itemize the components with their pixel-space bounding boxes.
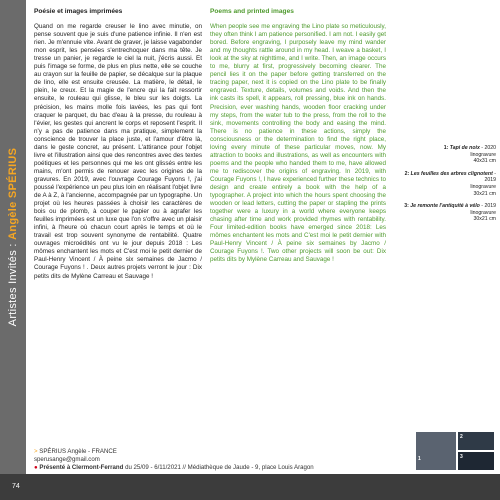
thumbnail-number: 2 xyxy=(460,434,463,440)
caption-number: 2: xyxy=(404,170,410,177)
french-title: Poésie et images imprimées xyxy=(34,8,123,15)
sidebar-label: Artistes Invités : xyxy=(7,239,19,327)
bullet-icon: ● xyxy=(34,464,38,471)
english-body: When people see me engraving the Lino plate so meticulously, they often think I am patience personified. I am not. I easily get bored. Before engraving, I purposely leave my mind wander and my thoughts rattle around in my head. I weave a basket, I look at the sky at nighttime, and I write. Then, an image occurs to me, blurry at first, progressively becoming clearer. The pencil lies it on the paper before getting transferred on the tracing paper, next it is copied on the Lino plate to be finally engraved. Texture, details, volumes and voids. And then the ink casts its spell, it appears, roll pressing, blue ink on hands. Precision, ever washing hands, wooden floor cracking under my steps, from the water tub to the press, from the roll to the sink, movements controlling the body and easing the mind. There is no patience in these actions, simply the consciousness or the determination to find the right place, loving every minute of these particular moves, now. My attraction to books and illustrations, as well as encounters with poems and the people who handed them to me, have allowed me to rediscover the origins of engraving. In 2019, with Courage Fuyons !, I have experienced further these technics to design and create entirely a book with the help of a typographer. A project into which the hours spent choosing the wooden or lead letters, cutting the paper or stapling the prints together were a luxury in a world where everyone keeps chasing after time and work provided rhymes with rentability. Four limited-edition books have emerged since 2018: Les mômes enchantent les mots and C'est moi le petit dernier with Paul-Henry Vincent / À peine six semaines by Jacmo / Courage Fuyons !. Two other projects will soon be out: Dix petits dits by Mylène Carreau and Sauvage ! xyxy=(210,23,386,264)
sidebar-title xyxy=(7,148,19,327)
caption-size: 30x21 cm xyxy=(473,216,496,223)
caption-year: - 2019 xyxy=(484,170,496,184)
caption-size: 30x21 cm xyxy=(473,190,496,197)
caption-2 xyxy=(392,171,496,197)
footer-presented: Présenté à Clermont-Ferrand xyxy=(39,464,124,471)
caption-number: 1: xyxy=(443,145,449,151)
caption-year: - 2019 xyxy=(479,203,496,210)
thumbnail-1 xyxy=(416,432,456,470)
caption-title: Tapi de noix xyxy=(449,145,480,151)
caption-size: 40x31 cm xyxy=(473,158,496,165)
footer-email[interactable]: sperusange@gmail.com xyxy=(34,456,100,463)
english-title: Poems and printed images xyxy=(210,8,294,15)
caption-number: 3: xyxy=(404,203,409,210)
caption-medium: linogravure xyxy=(470,151,496,158)
english-column xyxy=(210,8,386,264)
caption-year: - 2020 xyxy=(479,145,496,151)
footer-details: du 25/09 - 6/11/2021 // Médiathèque de Jaude - 9, place Louis Aragon xyxy=(123,464,314,471)
caption-1 xyxy=(392,145,496,165)
caption-medium: linogravure xyxy=(470,209,496,216)
footer-artist-line xyxy=(34,448,314,456)
footer-presented-line xyxy=(34,464,314,472)
french-body: Quand on me regarde creuser le lino avec minutie, on pense souvent que je suis d'une patience infinie. Il n'en est rien. Je m'ennuie vite. Avant de graver, je laisse vagabonder mon esprit, les pensées s'entrechoquer dans ma tête. Je tresse un panier, je regarde le ciel la nuit, j'écris aussi. Et puis l'image se forme, de plus en plus nette, elle se couche au crayon sur la feuille de papier, se décalque sur la plaque de lino, elle est ensuite creusée. La matière, le détail, le plein, le creux. Et la magie de l'encre qui la fait ressortir ensuite, le rouleau qui glisse, le bleu sur les doigts. La précision, les mains molle fois lavées, les pas qui font craquer le parquet, du bac d'eau à la presse, du rouleau à l'évier, les gestes qui ancrent le corps et reposent l'esprit. Il n'y a pas de patience dans ma pratique, simplement la conscience de trouver la place juste, et l'amour d'être là, dans le geste concret, au présent. L'attirance pour l'objet livre et l'illustration ainsi que des rencontres avec des textes poétiques et les personnes qui me les ont glissés entre les mains, m'ont permis de renouer avec les origines de la gravures. En 2019, avec l'ouvrage Courage Fuyons !, j'ai poussé l'expérience un peu plus loin en réalisant l'objet livre de A à Z, à l'ancienne, accompagnée par un typographe. Un projet où les heures passées à choisir les caractères de bois ou de plomb, à couper le papier ou à agrafer les feuilles imprimées est un luxe que l'on s'offre avec un plaisir infini, à l'heure où chacun court après le temps et où le travail est trop souvent synonyme de rentabilité. Quatre ouvrages microédités ont vu le jour depuis 2018 : Les mômes enchantent les mots et C'est moi le petit dernier de Paul-Henry Vincent / À peine six semaines de Jacmo / Courage Fuyons ! . Deux autres projets verront le jour : Dix petits dits de Mylène Carreau et Sauvage ! xyxy=(34,23,202,280)
bottom-bar xyxy=(0,474,500,500)
caption-title: Je remonte l'antiquité à vélo xyxy=(410,203,480,210)
arrow-icon: > xyxy=(34,448,38,455)
caption-medium: linogravure xyxy=(470,183,496,190)
footer-info xyxy=(34,448,314,472)
french-column xyxy=(34,8,202,281)
sidebar xyxy=(0,0,26,474)
caption-title: Les feuilles des arbres clignotent xyxy=(410,170,493,177)
sidebar-artist-name: Angèle SPÉRIUS xyxy=(7,147,19,240)
page-number: 74 xyxy=(12,483,20,490)
thumbnail-3 xyxy=(458,452,494,470)
thumbnail-number: 3 xyxy=(460,454,463,460)
artwork-captions xyxy=(392,145,496,229)
caption-3 xyxy=(392,203,496,223)
thumbnail-2 xyxy=(458,432,494,450)
footer-artist: SPÉRIUS Angèle - FRANCE xyxy=(39,448,117,455)
thumbnail-number: 1 xyxy=(418,456,421,462)
artwork-thumbnails xyxy=(416,432,494,470)
